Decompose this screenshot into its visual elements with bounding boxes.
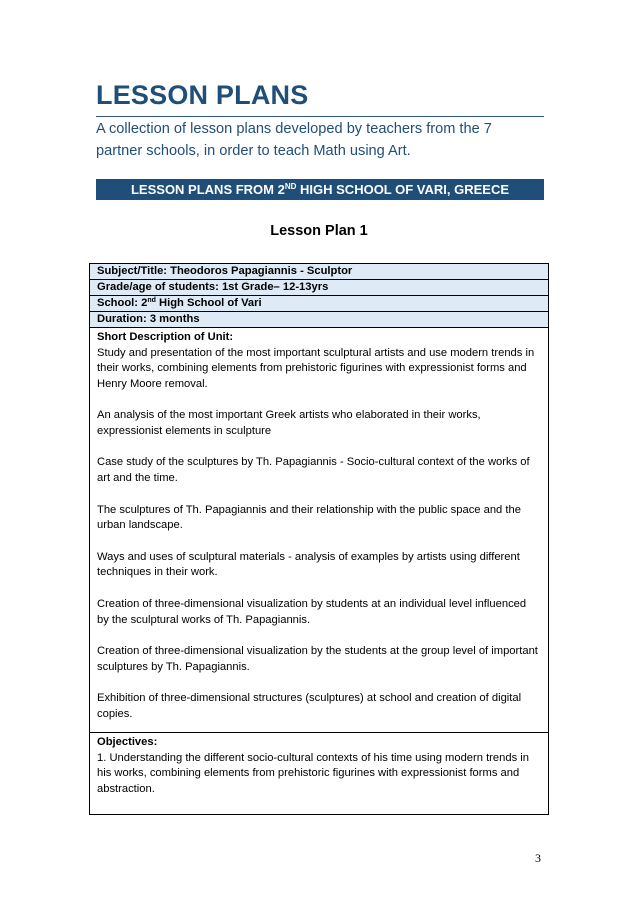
school-prefix: School: 2 (97, 297, 148, 309)
school-suffix: High School of Vari (155, 297, 262, 309)
description-paragraph: Ways and uses of sculptural materials - analysis of examples by artists using different techniques in their work. (97, 550, 520, 579)
school-row (90, 296, 548, 312)
description-paragraph: Case study of the sculptures by Th. Papagiannis - Socio-cultural context of the works of art and the time. (97, 456, 530, 485)
grade-row: Grade/age of students: 1st Grade– 12-13yrs (90, 280, 548, 296)
description-paragraph: Creation of three-dimensional visualization by students at an individual level influenced by the sculptural works of Th. Papagiannis. (97, 597, 527, 626)
description-paragraph: The sculptures of Th. Papagiannis and their relationship with the public space and the urban landscape. (97, 503, 521, 532)
description-paragraph: An analysis of the most important Greek artists who elaborated in their works, expressionist elements in sculpture (97, 409, 481, 438)
description-label: Short Description of Unit: (97, 331, 234, 343)
page-number: 3 (535, 851, 541, 865)
subject-row: Subject/Title: Theodoros Papagiannis - Sculptor (90, 264, 548, 280)
objectives-label: Objectives: (97, 736, 158, 748)
lesson-plan-heading: Lesson Plan 1 (270, 223, 368, 239)
lesson-plan-table (89, 263, 549, 815)
section-banner (96, 179, 544, 200)
section-banner-superscript: ND (284, 182, 297, 191)
duration-row: Duration: 3 months (90, 312, 548, 328)
objectives-block (90, 733, 548, 814)
section-banner-prefix: LESSON PLANS FROM 2 (130, 182, 285, 197)
description-paragraph: Study and presentation of the most important sculptural artists and use modern trends in their works, combining elements from prehistoric figurines with expressionist forms and Henry Moore removal. (97, 346, 535, 391)
page-subtitle: A collection of lesson plans developed by teachers from the 7 partner schools, in order to teach Math using Art. (96, 121, 492, 159)
section-banner-suffix: HIGH SCHOOL OF VARI, GREECE (296, 182, 510, 197)
title-underline (96, 116, 544, 117)
description-paragraph: Creation of three-dimensional visualization by the students at the group level of important sculptures by Th. Papagiannis. (97, 644, 538, 673)
page-title: LESSON PLANS (96, 80, 309, 110)
school-superscript: nd (147, 297, 156, 304)
description-block (90, 328, 548, 733)
description-paragraph: Exhibition of three-dimensional structures (sculptures) at school and creation of digital copies. (97, 691, 522, 720)
objectives-paragraph: 1. Understanding the different socio-cultural contexts of his time using modern trends in his works, combining elements from prehistoric figurines with expressionist forms and abstraction. (97, 751, 529, 796)
